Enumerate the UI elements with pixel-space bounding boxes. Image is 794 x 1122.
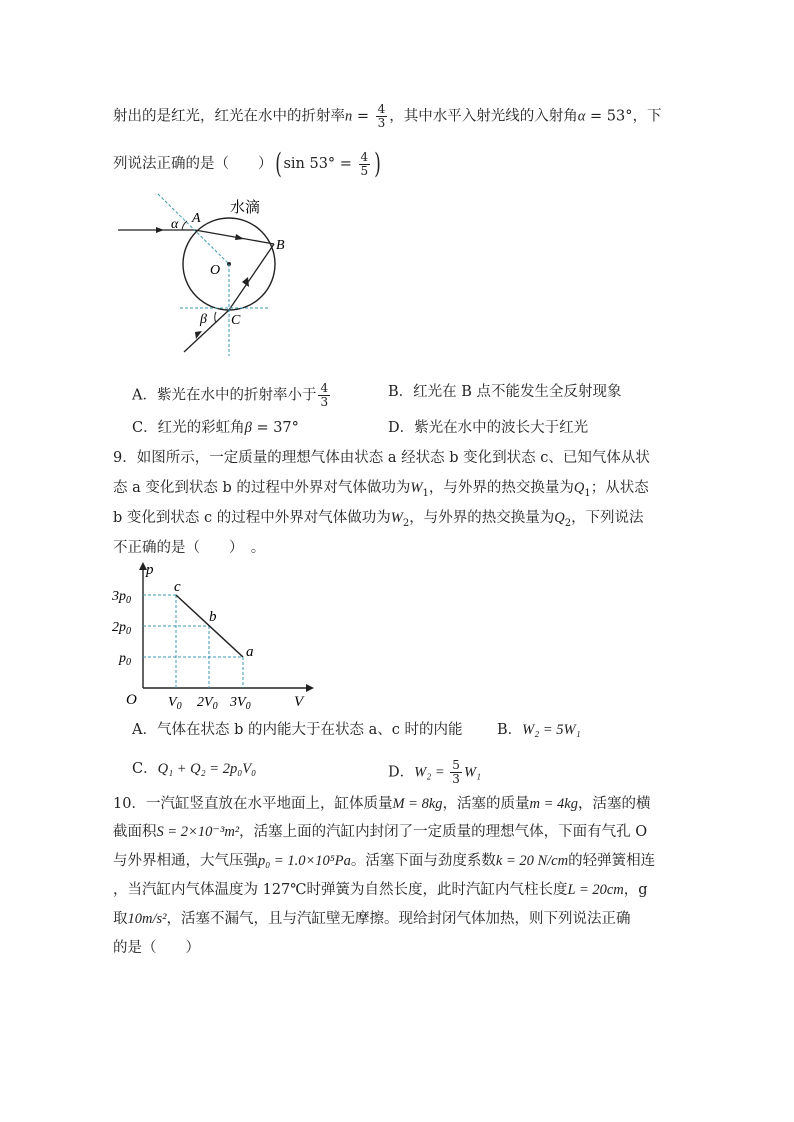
point-a-label: a bbox=[246, 644, 254, 660]
q10-line6: 的是（ ） bbox=[113, 940, 200, 956]
point-O-label: O bbox=[210, 263, 221, 278]
y-tick-3p0: $3p_0$ bbox=[112, 589, 131, 606]
point-c-label: c bbox=[174, 579, 181, 595]
q10-line5: 取10m/s²，活塞不漏气，且与汽缸壁无摩擦。现给封闭气体加热，则下列说法正确 bbox=[113, 911, 631, 927]
q9-option-a[interactable]: A．气体在状态 b 的内能大于在状态 a、c 时的内能 bbox=[132, 722, 463, 738]
point-C-label: C bbox=[231, 313, 241, 328]
water-drop-label: 水滴 bbox=[230, 200, 261, 216]
q8-option-a[interactable]: A．紫光在水中的折射率小于 $\frac{4}{3}$ bbox=[132, 381, 329, 409]
x-tick-v0: $V_0$ bbox=[168, 695, 182, 712]
y-tick-2p0: $2p_0$ bbox=[112, 620, 131, 637]
alpha-label: α bbox=[171, 217, 179, 232]
q9-option-d[interactable]: D．W₂ = $\frac{5}{3}$ W₁ bbox=[388, 758, 482, 786]
q8-option-b[interactable]: B．红光在 B 点不能发生全反射现象 bbox=[388, 384, 622, 400]
point-A-label: A bbox=[192, 211, 201, 226]
normal-A bbox=[158, 194, 229, 264]
point-B-label: B bbox=[276, 238, 285, 253]
q9-line4: 不正确的是（ ） 。 bbox=[113, 540, 266, 556]
q10-line3: 与外界相通，大气压强p₀ = 1.0×10⁵Pa。活塞下面与劲度系数k = 20 N/cm的轻弹簧相连 bbox=[113, 853, 656, 869]
q9-option-c[interactable]: C．Q₁ + Q₂ = 2p₀V₀ bbox=[132, 761, 257, 777]
q9-line2: 态 a 变化到状态 b 的过程中外界对气体做功为$W_1$，与外界的热交换量为$Q_1$；从状态 bbox=[113, 480, 649, 499]
p-axis-label: p bbox=[146, 562, 154, 578]
q8-line2: 列说法正确的是（ ）( sin 53° = $\frac{4}{5}$ ) bbox=[113, 147, 381, 180]
ray-BC bbox=[229, 244, 274, 310]
beta-label: β bbox=[200, 312, 207, 327]
water-drop-figure bbox=[110, 192, 310, 357]
sin-fraction: $\frac{4}{5}$ bbox=[360, 149, 369, 178]
v-axis-label: V bbox=[294, 694, 304, 710]
q8-option-d[interactable]: D．紫光在水中的波长大于红光 bbox=[388, 420, 589, 436]
q10-line1: 10．一汽缸竖直放在水平地面上，缸体质量M = 8kg，活塞的质量m = 4kg，活塞的横 bbox=[113, 796, 651, 812]
q8-line1: 射出的是红光，红光在水中的折射率n = $\frac{4}{3}$ ，其中水平入射光线的入射角α = 53°，下 bbox=[113, 102, 662, 130]
q9-option-b[interactable]: B．W₂ = 5W₁ bbox=[497, 722, 581, 738]
point-b-label: b bbox=[209, 609, 217, 625]
pv-graph bbox=[108, 560, 318, 712]
x-tick-3v0: $3V_0$ bbox=[230, 695, 251, 712]
n-fraction: $\frac{4}{3}$ bbox=[377, 102, 386, 130]
y-tick-p0: $p_0$ bbox=[119, 651, 131, 668]
origin-label: O bbox=[126, 692, 137, 708]
q10-line4: ，当汽缸内气体温度为 127℃时弹簧为自然长度，此时汽缸内气柱长度L = 20cm，g bbox=[113, 882, 648, 898]
q9-line3: b 变化到状态 c 的过程中外界对气体做功为$W_2$，与外界的热交换量为$Q_2$，下列说法 bbox=[113, 510, 644, 529]
q9-line1: 9．如图所示，一定质量的理想气体由状态 a 经状态 b 变化到状态 c、已知气体从状 bbox=[113, 450, 650, 466]
q10-line2: 截面积S = 2×10⁻³m²，活塞上面的汽缸内封闭了一定质量的理想气体，下面有气孔 O bbox=[113, 824, 648, 840]
q8-option-c[interactable]: C．红光的彩虹角β = 37° bbox=[132, 420, 299, 436]
x-tick-2v0: $2V_0$ bbox=[197, 695, 218, 712]
